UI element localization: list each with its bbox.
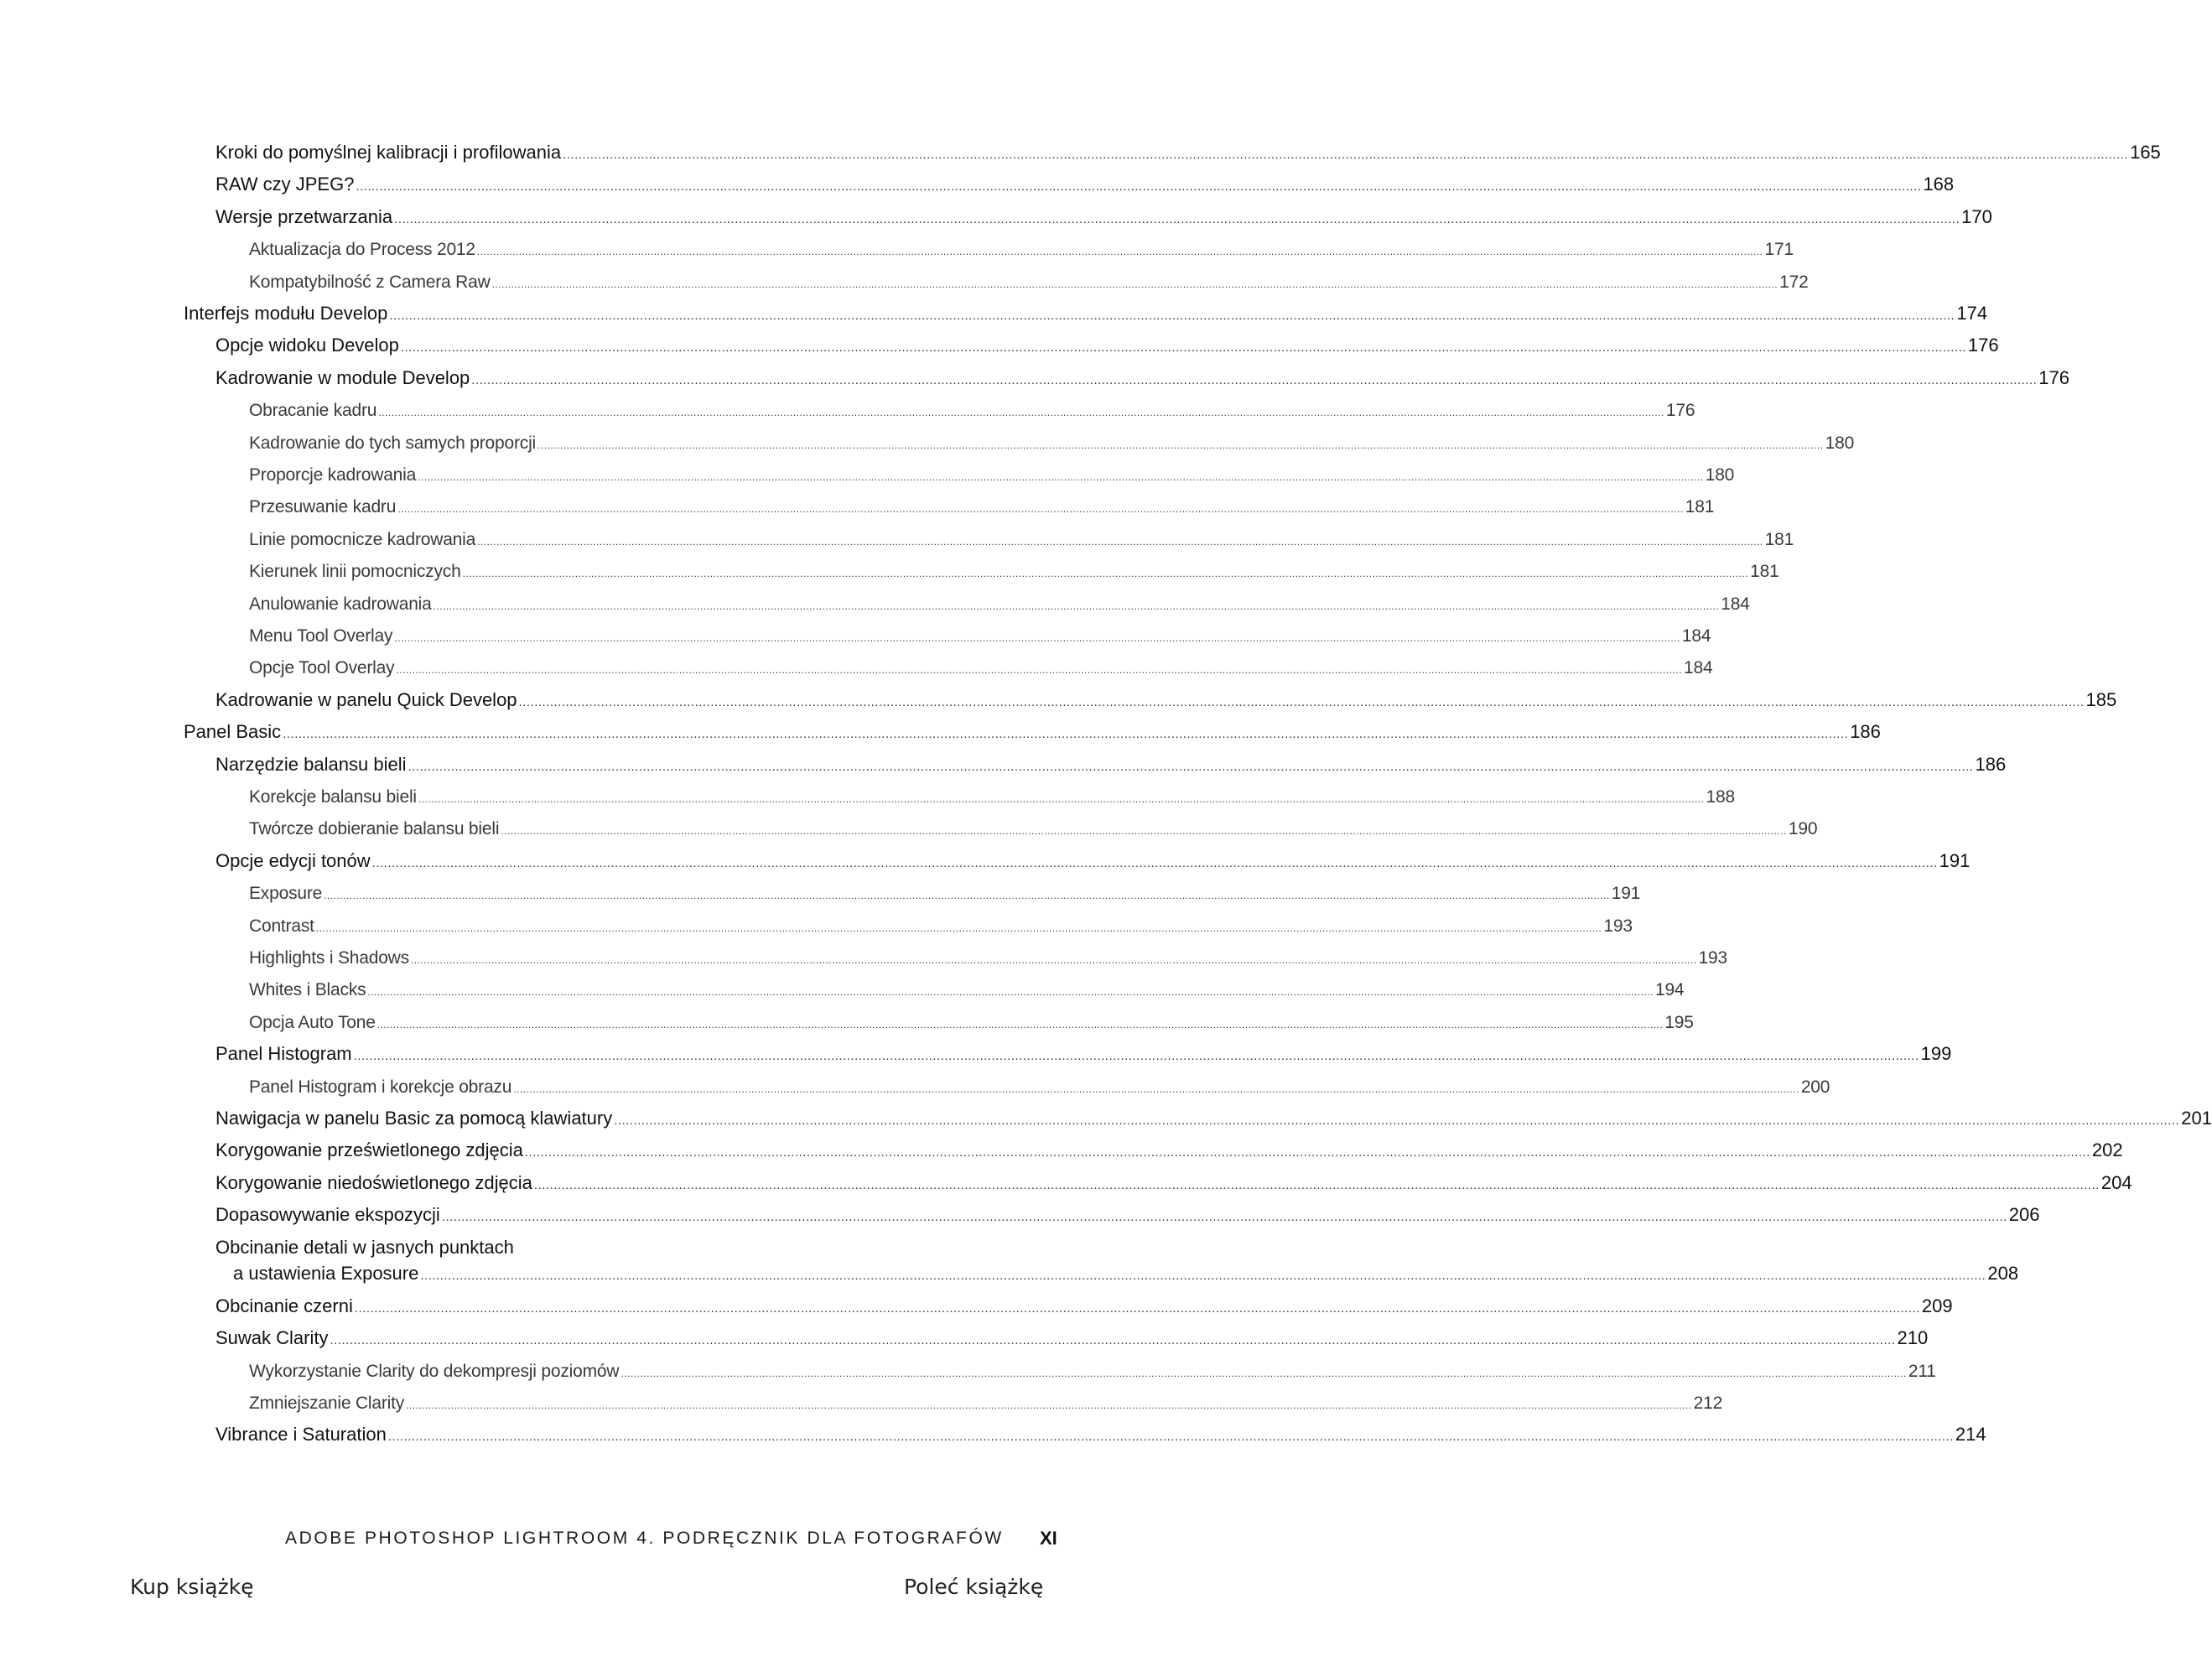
toc-entry	[215, 139, 2161, 169]
toc-page-number: 199	[1920, 1043, 1952, 1065]
toc-entry-title: Opcja Auto Tone	[249, 1012, 376, 1032]
toc-entry	[184, 300, 1988, 330]
toc-entry	[215, 687, 2117, 716]
toc-dot-leader: ................................................................................................................................................................................................................................................................................................................................................................................................................	[418, 793, 1705, 805]
toc-page-number: 188	[1706, 787, 1735, 807]
toc-entry	[215, 204, 1992, 233]
toc-page-number: 186	[1850, 721, 1881, 743]
toc-entry-title: Vibrance i Saturation	[215, 1424, 387, 1446]
toc-entry-title: Kompatybilność z Camera Raw	[249, 272, 491, 292]
toc-page-number: 174	[1956, 303, 1988, 324]
toc-dot-leader: ................................................................................................................................................................................................................................................................................................................................................................................................................	[367, 986, 1654, 999]
toc-entry	[249, 527, 1794, 555]
toc-entry	[249, 1358, 1936, 1387]
toc-dot-leader: ................................................................................................................................................................................................................................................................................................................................................................................................................	[563, 148, 2129, 162]
toc-entry-title: Zmniejszanie Clarity	[249, 1394, 405, 1414]
toc-entry-title: Kadrowanie w panelu Quick Develop	[215, 688, 517, 710]
toc-entry	[215, 848, 1971, 877]
toc-entry	[215, 1421, 1986, 1451]
toc-entry-title: RAW czy JPEG?	[215, 174, 355, 195]
toc-entry-title: Aktualizacja do Process 2012	[249, 240, 475, 260]
toc-entry-title: Exposure	[249, 884, 323, 904]
toc-dot-leader: ................................................................................................................................................................................................................................................................................................................................................................................................................	[394, 211, 1960, 226]
toc-page-number: 180	[1705, 465, 1735, 485]
toc-dot-leader: ................................................................................................................................................................................................................................................................................................................................................................................................................	[614, 1113, 2180, 1128]
toc-dot-leader: ................................................................................................................................................................................................................................................................................................................................................................................................................	[477, 535, 1763, 548]
toc-entry	[249, 494, 1715, 522]
toc-page-number: 181	[1685, 497, 1715, 517]
toc-dot-leader: ................................................................................................................................................................................................................................................................................................................................................................................................................	[491, 278, 1778, 290]
toc-entry-title: Kadrowanie do tych samych proporcji	[249, 433, 537, 453]
toc-dot-leader: ................................................................................................................................................................................................................................................................................................................................................................................................................	[376, 1018, 1664, 1030]
toc-entry	[215, 1325, 1929, 1354]
toc-entry	[249, 655, 1713, 683]
toc-entry	[249, 591, 1750, 620]
toc-entry	[249, 430, 1855, 459]
toc-entry-title: Suwak Clarity	[215, 1327, 329, 1349]
toc-entry	[215, 1137, 2123, 1166]
toc-entry	[249, 269, 1809, 298]
toc-entry	[215, 751, 2007, 781]
page-number: XI	[1040, 1528, 1057, 1549]
toc-entry-title: Kadrowanie w module Develop	[215, 366, 470, 388]
toc-entry	[249, 397, 1695, 426]
toc-entry	[249, 816, 1818, 844]
toc-page-number: 194	[1654, 980, 1685, 1000]
toc-dot-leader: ................................................................................................................................................................................................................................................................................................................................................................................................................	[324, 890, 1610, 902]
toc-entry-title: Narzędzie balansu bieli	[215, 753, 407, 775]
toc-page-number: 165	[2130, 142, 2161, 163]
toc-dot-leader: ................................................................................................................................................................................................................................................................................................................................................................................................................	[433, 600, 1720, 612]
toc-page-number: 202	[2091, 1139, 2123, 1161]
toc-dot-leader: ................................................................................................................................................................................................................................................................................................................................................................................................................	[396, 664, 1683, 677]
toc-dot-leader: ................................................................................................................................................................................................................................................................................................................................................................................................................	[533, 1177, 2100, 1192]
toc-dot-leader: ................................................................................................................................................................................................................................................................................................................................................................................................................	[397, 503, 1684, 516]
toc-entry-title: Nawigacja w panelu Basic za pomocą klawiatury	[215, 1108, 613, 1129]
toc-dot-leader: ................................................................................................................................................................................................................................................................................................................................................................................................................	[476, 246, 1763, 258]
toc-page-number: 184	[1721, 594, 1750, 614]
toc-dot-leader: ................................................................................................................................................................................................................................................................................................................................................................................................................	[389, 309, 1955, 323]
toc-entry-title: Wersje przetwarzania	[215, 205, 393, 227]
toc-entry	[215, 171, 1955, 200]
toc-dot-leader: ................................................................................................................................................................................................................................................................................................................................................................................................................	[410, 954, 1697, 966]
toc-page-number: 191	[1939, 849, 1971, 871]
toc-entry	[215, 1105, 2212, 1134]
toc-entry-title: Whites i Blacks	[249, 980, 366, 1000]
toc-dot-leader: ................................................................................................................................................................................................................................................................................................................................................................................................................	[394, 632, 1680, 644]
toc-dot-leader: ................................................................................................................................................................................................................................................................................................................................................................................................................	[408, 759, 1974, 774]
toc-page-number: 201	[2181, 1108, 2212, 1129]
toc-entry	[249, 558, 1779, 587]
toc-entry	[215, 1041, 1952, 1070]
toc-entry	[249, 623, 1711, 651]
toc-dot-leader: ................................................................................................................................................................................................................................................................................................................................................................................................................	[513, 1082, 1799, 1095]
toc-page-number: 184	[1681, 626, 1711, 646]
toc-page-number: 211	[1908, 1361, 1936, 1381]
toc-entry-title: Anulowanie kadrowania	[249, 594, 432, 614]
toc-entry	[249, 913, 1633, 942]
toc-dot-leader: ................................................................................................................................................................................................................................................................................................................................................................................................................	[387, 1430, 1954, 1445]
toc-entry-title: Proporcje kadrowania	[249, 465, 417, 485]
toc-entry	[249, 1074, 1830, 1103]
toc-entry-title: Highlights i Shadows	[249, 948, 409, 968]
toc-entry	[249, 1010, 1694, 1038]
toc-dot-leader: ................................................................................................................................................................................................................................................................................................................................................................................................................	[378, 407, 1664, 419]
toc-entry	[249, 462, 1735, 491]
toc-entry	[249, 880, 1641, 909]
toc-page-number: 193	[1603, 916, 1633, 936]
toc-entry	[249, 784, 1735, 812]
toc-page-number: 214	[1955, 1424, 1986, 1446]
toc-page-number: 191	[1611, 884, 1641, 904]
toc-entry	[215, 1170, 2132, 1199]
toc-entry	[249, 977, 1685, 1005]
toc-page-number: 184	[1684, 658, 1713, 678]
toc-dot-leader: ................................................................................................................................................................................................................................................................................................................................................................................................................	[330, 1333, 1896, 1348]
toc-entry-title: Kroki do pomyślnej kalibracji i profilowania	[215, 142, 562, 163]
toc-dot-leader: ................................................................................................................................................................................................................................................................................................................................................................................................................	[537, 439, 1824, 451]
toc-entry-title: Korygowanie prześwietlonego zdjęcia	[215, 1139, 523, 1161]
toc-dot-leader: ................................................................................................................................................................................................................................................................................................................................................................................................................	[356, 179, 1922, 195]
toc-dot-leader: ................................................................................................................................................................................................................................................................................................................................................................................................................	[518, 694, 2085, 709]
toc-page-number: 168	[1923, 174, 1955, 195]
toc-page-number: 170	[1961, 205, 1992, 227]
toc-dot-leader: ................................................................................................................................................................................................................................................................................................................................................................................................................	[501, 825, 1787, 838]
toc-dot-leader: ................................................................................................................................................................................................................................................................................................................................................................................................................	[400, 340, 1966, 356]
toc-page-number: 176	[2038, 366, 2070, 388]
toc-page-number: 172	[1779, 272, 1809, 292]
toc-entry	[184, 719, 1881, 748]
running-footer-book-title: ADOBE PHOTOSHOP LIGHTROOM 4. PODRĘCZNIK DLA FOTOGRAFÓW	[285, 1529, 1004, 1548]
toc-dot-leader: ................................................................................................................................................................................................................................................................................................................................................................................................................	[524, 1145, 2090, 1160]
toc-dot-leader: ................................................................................................................................................................................................................................................................................................................................................................................................................	[283, 727, 1849, 742]
toc-page-number: 193	[1698, 948, 1727, 968]
toc-entry-title: Contrast	[249, 916, 314, 936]
toc-entry-title: Dopasowywanie ekspozycji	[215, 1204, 440, 1226]
toc-entry	[215, 1202, 2040, 1231]
toc-entry-title: Panel Basic	[184, 721, 282, 743]
toc-entry	[249, 236, 1794, 265]
toc-dot-leader: ................................................................................................................................................................................................................................................................................................................................................................................................................	[462, 568, 1749, 580]
toc-page-number: 190	[1788, 819, 1818, 839]
toc-page-number: 185	[2085, 688, 2117, 710]
toc-entry-title: Menu Tool Overlay	[249, 626, 393, 646]
toc-page-number: 212	[1693, 1394, 1723, 1414]
toc-entry	[249, 1390, 1723, 1419]
toc-page-number: 206	[2008, 1204, 2040, 1226]
toc-entry	[215, 1293, 1953, 1322]
recommend-book-link[interactable]: Poleć książkę	[904, 1575, 1044, 1599]
toc-dot-leader: ................................................................................................................................................................................................................................................................................................................................................................................................................	[354, 1300, 1920, 1316]
toc-page-number: 181	[1764, 529, 1794, 549]
toc-dot-leader: ................................................................................................................................................................................................................................................................................................................................................................................................................	[621, 1367, 1907, 1379]
toc-dot-leader: ................................................................................................................................................................................................................................................................................................................................................................................................................	[353, 1049, 1919, 1064]
toc-entry-title: Twórcze dobieranie balansu bieli	[249, 819, 500, 839]
toc-dot-leader: ................................................................................................................................................................................................................................................................................................................................................................................................................	[315, 921, 1602, 934]
toc-page-number: 171	[1764, 240, 1794, 260]
toc-dot-leader: ................................................................................................................................................................................................................................................................................................................................................................................................................	[471, 372, 2038, 387]
toc-page-number: 176	[1967, 335, 1999, 356]
toc-entry-title: Linie pomocnicze kadrowania	[249, 529, 476, 549]
toc-entry-title: Korekcje balansu bieli	[249, 787, 417, 807]
toc-entry-title: a ustawienia Exposure	[233, 1263, 419, 1285]
toc-entry-title: Wykorzystanie Clarity do dekompresji poziomów	[249, 1361, 620, 1381]
toc-page-number: 180	[1825, 433, 1855, 453]
toc-entry-title: Interfejs modułu Develop	[184, 303, 388, 324]
toc-dot-leader: ................................................................................................................................................................................................................................................................................................................................................................................................................	[406, 1399, 1692, 1412]
toc-entry-title: Opcje Tool Overlay	[249, 658, 395, 678]
toc-entry-title: Korygowanie niedoświetlonego zdjęcia	[215, 1171, 532, 1193]
toc-dot-leader: ................................................................................................................................................................................................................................................................................................................................................................................................................	[441, 1210, 2007, 1225]
toc-entry-title: Opcje edycji tonów	[215, 849, 371, 871]
toc-page-number: 176	[1665, 401, 1695, 421]
toc-entry-title: Kierunek linii pomocniczych	[249, 562, 461, 582]
toc-entry-title: Panel Histogram	[215, 1043, 352, 1065]
toc-dot-leader: ................................................................................................................................................................................................................................................................................................................................................................................................................	[371, 855, 1938, 870]
toc-entry-title-line: Obcinanie detali w jasnych punktach	[215, 1236, 514, 1258]
buy-book-link[interactable]: Kup książkę	[130, 1575, 254, 1599]
toc-entry-title: Panel Histogram i korekcje obrazu	[249, 1077, 512, 1097]
toc-entry-title: Obracanie kadru	[249, 401, 377, 421]
toc-entry	[233, 1260, 2019, 1290]
toc-page-number: 186	[1975, 753, 2007, 775]
toc-entry	[249, 945, 1727, 973]
toc-page-number: 204	[2100, 1171, 2132, 1193]
toc-entry-title: Obcinanie czerni	[215, 1295, 353, 1316]
toc-entry	[215, 365, 2070, 394]
toc-page-number: 181	[1750, 562, 1779, 582]
toc-page-number: 208	[1987, 1263, 2019, 1285]
toc-dot-leader: ................................................................................................................................................................................................................................................................................................................................................................................................................	[420, 1269, 1986, 1284]
toc-page-number: 195	[1664, 1012, 1694, 1032]
toc-entry-title: Opcje widoku Develop	[215, 335, 399, 356]
toc-page-number: 200	[1800, 1077, 1830, 1097]
toc-page-number: 209	[1921, 1295, 1953, 1316]
toc-entry-title: Przesuwanie kadru	[249, 497, 397, 517]
toc-page-number: 210	[1897, 1327, 1929, 1349]
toc-entry	[215, 332, 1999, 361]
toc-dot-leader: ................................................................................................................................................................................................................................................................................................................................................................................................................	[418, 471, 1704, 483]
